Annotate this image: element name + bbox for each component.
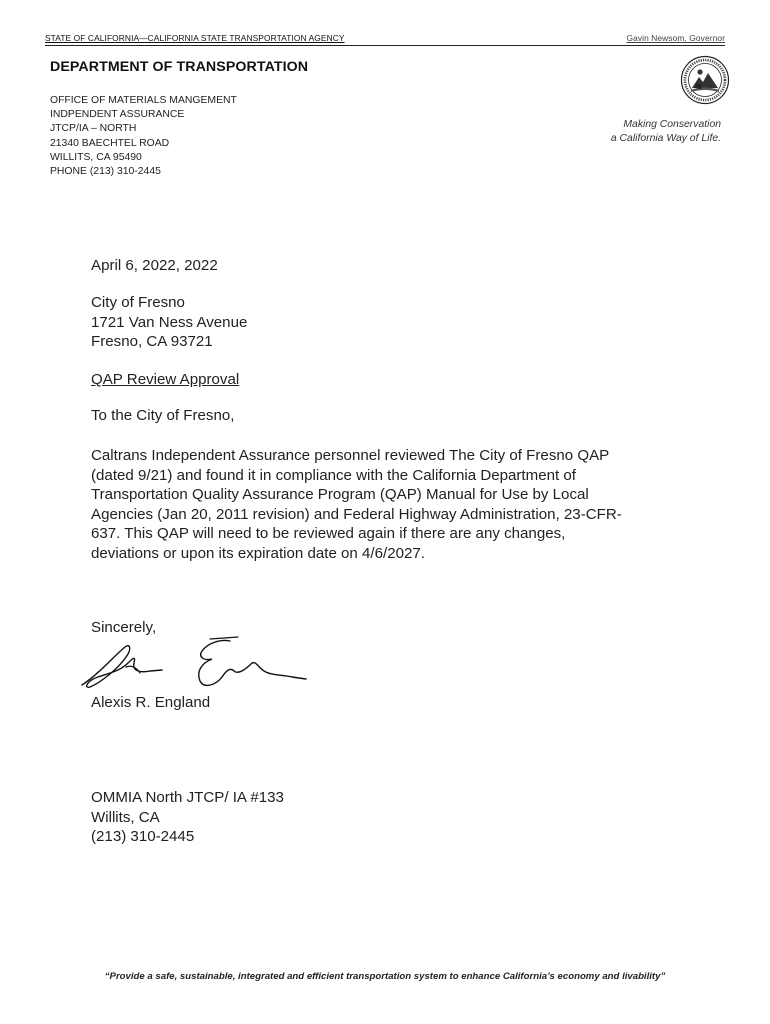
governor-name: Gavin Newsom, Governor (626, 33, 725, 43)
office-line: 21340 BAECHTEL ROAD (50, 137, 170, 149)
department-tagline: “Provide a safe, sustainable, integrated and efficient transportation system to enhance California’s economy and livability” (104, 971, 666, 982)
recipient-line: Fresno, CA 93721 (91, 333, 213, 350)
signer-block (91, 788, 284, 847)
body-line: (dated 9/21) and found it in compliance with the California Department of (91, 466, 576, 484)
recipient-line: City of Fresno (91, 294, 185, 311)
signer-block-line: Willits, CA (91, 808, 160, 826)
office-address (50, 94, 237, 179)
body-line: deviations or upon its expiration date on 4/6/2027. (91, 544, 425, 562)
agency-name: STATE OF CALIFORNIA—CALIFORNIA STATE TRANSPORTATION AGENCY (45, 33, 345, 43)
signature-image (70, 633, 310, 693)
office-line: JTCP/IA – NORTH (50, 123, 137, 135)
subject-line: QAP Review Approval (91, 371, 240, 388)
salutation: To the City of Fresno, (91, 407, 235, 424)
recipient-line: 1721 Van Ness Avenue (91, 313, 248, 331)
body-line: Agencies (Jan 20, 2011 revision) and Federal Highway Administration, 23-CFR- (91, 505, 622, 523)
signer-name: Alexis R. England (91, 694, 211, 711)
recipient-address (91, 293, 247, 352)
motto-line: Making Conservation (623, 119, 721, 130)
closing: Sincerely, (91, 619, 157, 636)
letter-body (91, 446, 671, 563)
body-line: Caltrans Independent Assurance personnel reviewed The City of Fresno QAP (91, 447, 610, 464)
state-seal-icon (680, 55, 730, 105)
office-line: WILLITS, CA 95490 (50, 151, 142, 163)
signer-block-line: OMMIA North JTCP/ IA #133 (91, 789, 284, 806)
body-line: Transportation Quality Assurance Program (QAP) Manual for Use by Local (91, 486, 589, 503)
motto (521, 118, 721, 145)
office-line: INDPENDENT ASSURANCE (50, 109, 185, 121)
department-title: DEPARTMENT OF TRANSPORTATION (50, 59, 309, 75)
signer-block-line: (213) 310-2445 (91, 828, 195, 845)
agency-banner (45, 33, 725, 46)
office-line: OFFICE OF MATERIALS MANGEMENT (50, 95, 237, 106)
letter-date: April 6, 2022, 2022 (91, 257, 218, 274)
body-line: 637. This QAP will need to be reviewed again if there are any changes, (91, 525, 566, 542)
motto-line: a California Way of Life. (610, 132, 721, 144)
office-line: PHONE (213) 310-2445 (50, 166, 161, 178)
